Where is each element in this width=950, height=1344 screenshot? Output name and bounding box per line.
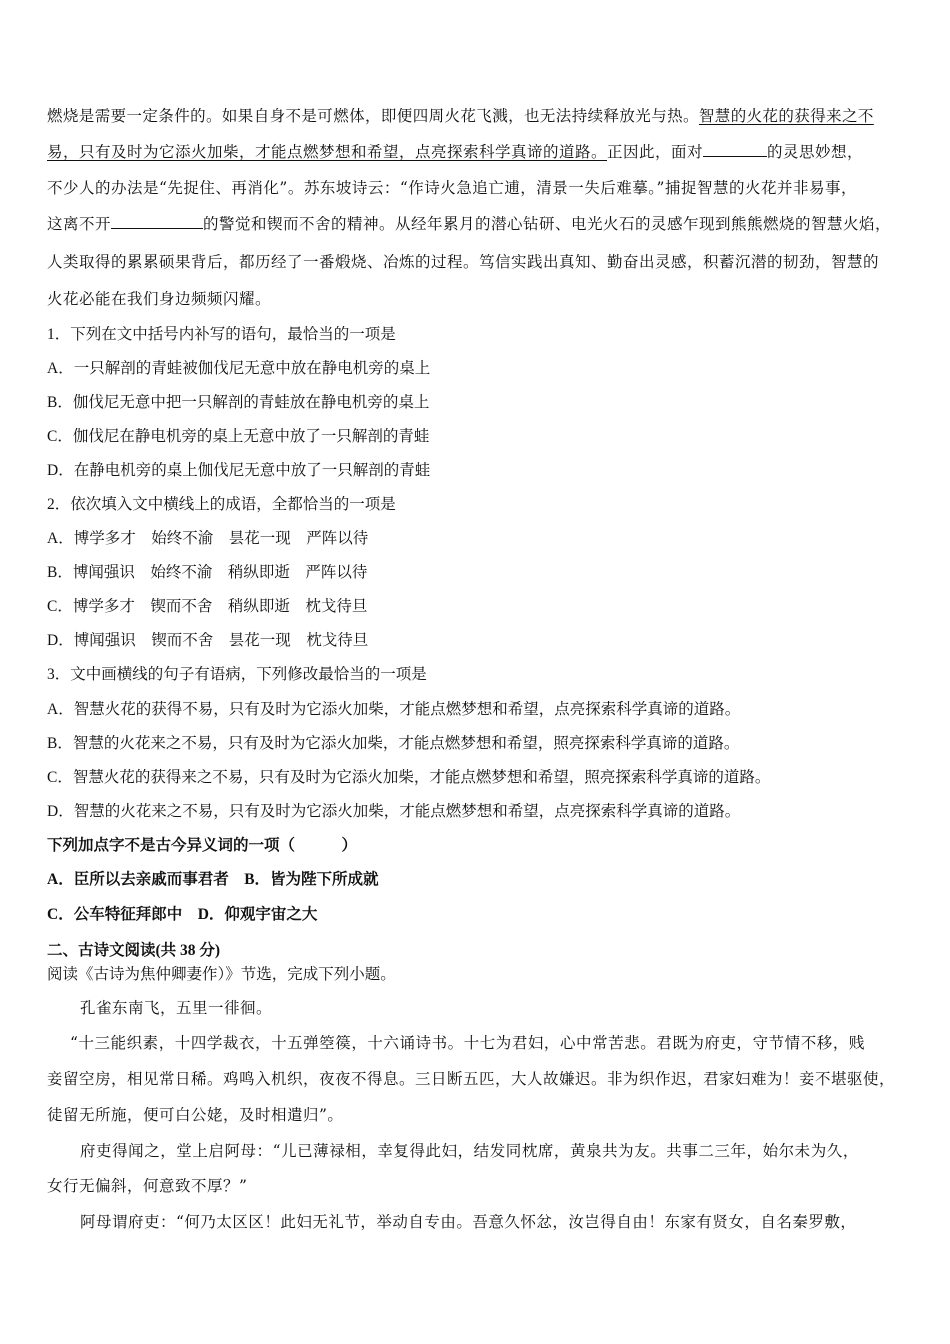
passage-line: 火花必能在我们身边频频闪耀。 [47,290,272,308]
poem-line: 阿母谓府吏：“何乃太区区！此妇无礼节，举动自专由。吾意久怀忿，汝岂得自由！东家有贤女，自名秦罗敷， [80,1213,857,1231]
passage-line: 不少人的办法是“先捉住、再消化”。苏东坡诗云：“作诗火急追亡逋，清景一失后难摹。”捕捉智慧的火花并非易事， [47,179,857,197]
q1-option-d[interactable]: D．在静电机旁的桌上伽伐尼无意中放了一只解剖的青蛙 [47,462,431,479]
passage-text: 的灵思妙想， [767,143,864,161]
fill-blank [111,214,203,229]
poem-line: 孔雀东南飞，五里一徘徊。 [80,999,273,1017]
q3-option-a[interactable]: A．智慧火花的获得不易，只有及时为它添火加柴，才能点燃梦想和希望，点亮探索科学真谛的道路。 [47,701,741,718]
passage-line: 人类取得的累累硕果背后，都历经了一番煅烧、冶炼的过程。笃信实践出真知、勤奋出灵感，积蓄沉潜的韧劲，智慧的 [47,253,880,271]
q4-options-cd[interactable]: C．公车特征拜郎中 D．仰观宇宙之大 [47,906,318,923]
passage-text: 正因此，面对 [607,143,704,161]
q2-option-b[interactable]: B．博闻强识 始终不渝 稍纵即逝 严阵以待 [47,564,368,581]
section-intro: 阅读《古诗为焦仲卿妻作）》节选，完成下列小题。 [47,966,396,983]
passage-line [47,140,863,162]
poem-line: “十三能织素，十四学裁衣，十五弹箜篌，十六诵诗书。十七为君妇，心中常苦悲。君既为府吏，守节情不移，贱 [70,1034,865,1052]
question-3-stem: 3．文中画横线的句子有语病，下列修改最恰当的一项是 [47,666,427,683]
poem-line: 徒留无所施，便可白公姥，及时相遣归”。 [47,1106,344,1124]
q1-option-b[interactable]: B．伽伐尼无意中把一只解剖的青蛙放在静电机旁的桌上 [47,394,430,411]
q4-options-ab[interactable]: A．臣所以去亲戚而事君者 B．皆为陛下所成就 [47,871,379,888]
q2-option-d[interactable]: D．博闻强识 锲而不舍 昙花一现 枕戈待旦 [47,632,369,649]
section-heading: 二、古诗文阅读(共 38 分) [47,942,221,959]
passage-text: 的警觉和锲而不舍的精神。从经年累月的潜心钻研、电光火石的灵感乍现到熊熊燃烧的智慧火焰， [203,215,892,233]
passage-text: 燃烧是需要一定条件的。如果自身不是可燃体，即便四周火花飞溅，也无法持续释放光与热。 [47,107,699,125]
question-4-stem: 下列加点字不是古今异义词的一项（ ） [47,837,358,854]
q3-option-c[interactable]: C．智慧火花的获得来之不易，只有及时为它添火加柴，才能点燃梦想和希望，照亮探索科学真谛的道路。 [47,769,771,786]
poem-line: 妾留空房，相见常日稀。鸡鸣入机织，夜夜不得息。三日断五匹，大人故嫌迟。非为织作迟，君家妇难为！妾不堪驱使， [47,1070,896,1088]
q1-option-c[interactable]: C．伽伐尼在静电机旁的桌上无意中放了一只解剖的青蛙 [47,428,430,445]
passage-text: 这离不开 [47,215,112,233]
fill-blank [703,142,767,157]
q3-option-b[interactable]: B．智慧的火花来之不易，只有及时为它添火加柴，才能点燃梦想和希望，照亮探索科学真谛的道路。 [47,735,740,752]
question-2-stem: 2．依次填入文中横线上的成语，全都恰当的一项是 [47,496,396,513]
question-1-stem: 1．下列在文中括号内补写的语句，最恰当的一项是 [47,326,396,343]
q2-option-c[interactable]: C．博学多才 锲而不舍 稍纵即逝 枕戈待旦 [47,598,368,615]
q2-option-a[interactable]: A．博学多才 始终不渝 昙花一现 严阵以待 [47,530,369,547]
poem-line: 府吏得闻之，堂上启阿母：“儿已薄禄相，幸复得此妇，结发同枕席，黄泉共为友。共事二三年，始尔未为久， [80,1142,859,1160]
passage-line [47,212,891,234]
poem-line: 女行无偏斜，何意致不厚？” [47,1177,248,1195]
q3-option-d[interactable]: D．智慧的火花来之不易，只有及时为它添火加柴，才能点燃梦想和希望，点亮探索科学真谛的道路。 [47,803,741,820]
q1-option-a[interactable]: A．一只解剖的青蛙被伽伐尼无意中放在静电机旁的桌上 [47,360,431,377]
underlined-sentence: 易，只有及时为它添火加柴，才能点燃梦想和希望，点亮探索科学真谛的道路。 [47,143,608,161]
underlined-sentence: 智慧的火花的获得来之不 [698,107,874,125]
passage-line [47,104,874,126]
